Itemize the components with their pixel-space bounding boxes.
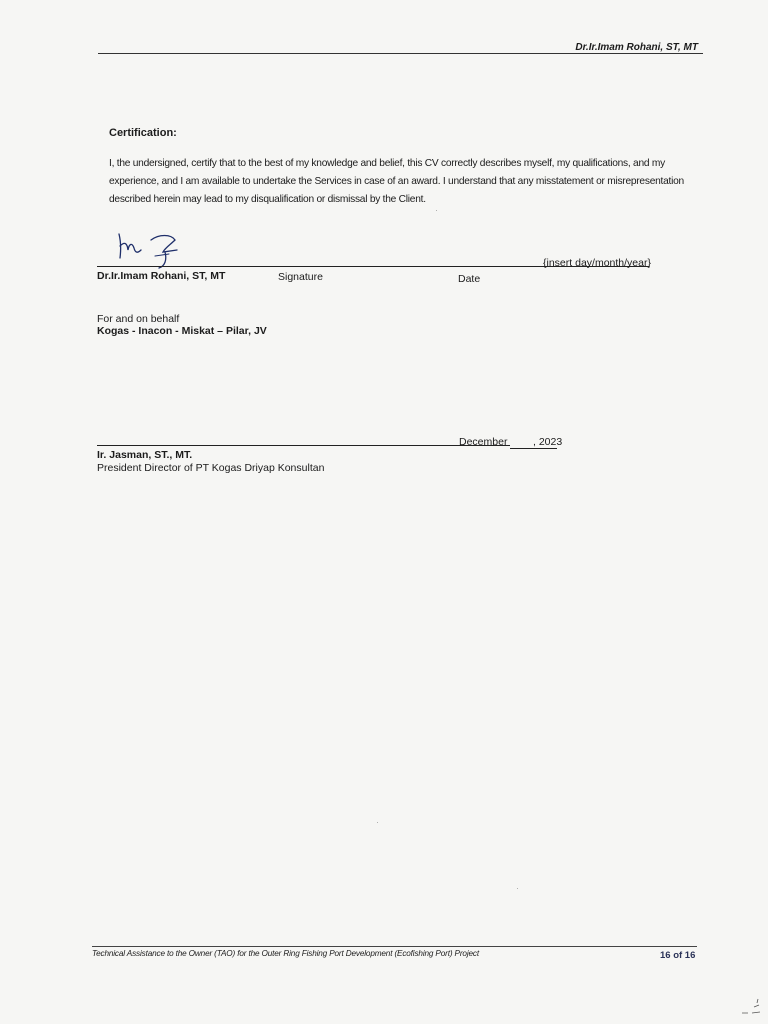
footer-rule — [92, 946, 697, 947]
certification-heading: Certification: — [109, 127, 177, 139]
date-placeholder: {insert day/month/year} — [543, 257, 651, 269]
date-label: Date — [458, 273, 481, 285]
page-number: 16 of 16 — [660, 950, 696, 961]
scan-speck — [517, 888, 518, 889]
scan-speck — [436, 210, 437, 211]
signatory-name: Dr.Ir.Imam Rohani, ST, MT — [97, 270, 226, 282]
corner-scan-mark — [740, 995, 764, 1017]
header-author: Dr.Ir.Imam Rohani, ST, MT — [575, 42, 698, 53]
behalf-organization: Kogas - Inacon - Miskat – Pilar, JV — [97, 325, 267, 337]
handwritten-signature — [115, 220, 185, 270]
president-date-year: , 2023 — [533, 436, 563, 448]
header-rule — [98, 53, 703, 54]
president-date-month: December — [459, 436, 508, 448]
president-title: President Director of PT Kogas Driyap Konsultan — [97, 462, 325, 474]
scan-speck — [377, 822, 378, 823]
footer-project: Technical Assistance to the Owner (TAO) for the Outer Ring Fishing Port Development (Ecofishing Port) Project — [92, 949, 479, 958]
date-underline — [510, 448, 557, 449]
president-name: Ir. Jasman, ST., MT. — [97, 449, 193, 461]
president-signature-line — [97, 445, 510, 446]
behalf-label: For and on behalf — [97, 313, 180, 325]
signature-label: Signature — [278, 271, 323, 283]
certification-body: I, the undersigned, certify that to the best of my knowledge and belief, this CV correctly describes myself, my qualifications, and my experience, and I am available to undertake the Services in case of an award. I understand that any misstatement or misrepresentation described herein may lead to my disqualification or dismissal by the Client. — [109, 158, 684, 205]
